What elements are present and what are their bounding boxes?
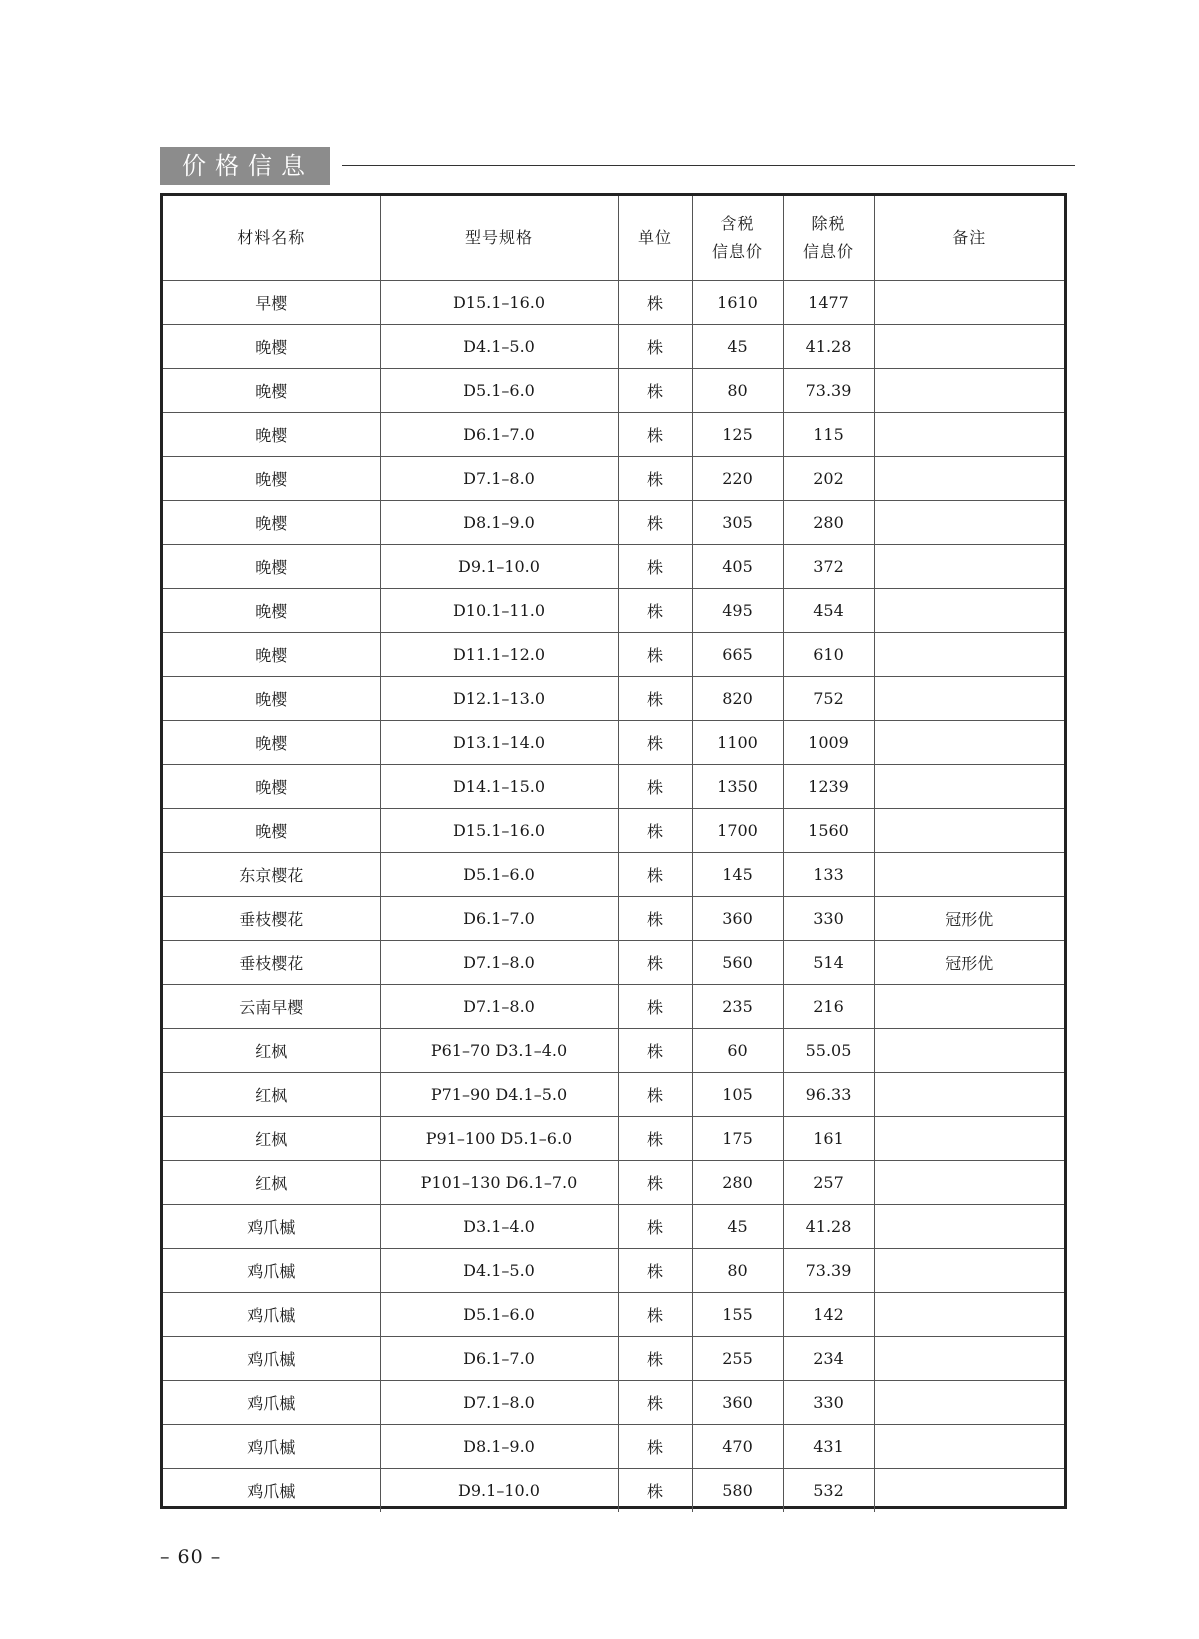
cell-price-without-tax: 234 [783, 1337, 874, 1381]
cell-price-with-tax: 1350 [692, 765, 783, 809]
cell-unit: 株 [618, 985, 692, 1029]
cell-material-name: 晚樱 [163, 413, 380, 457]
cell-material-name: 晚樱 [163, 589, 380, 633]
cell-price-with-tax: 820 [692, 677, 783, 721]
cell-remark [874, 853, 1064, 897]
cell-remark [874, 809, 1064, 853]
cell-price-with-tax: 580 [692, 1469, 783, 1513]
cell-spec: D6.1–7.0 [380, 413, 618, 457]
table-row [163, 853, 1064, 897]
cell-price-without-tax: 1009 [783, 721, 874, 765]
cell-remark [874, 1425, 1064, 1469]
table-row [163, 1029, 1064, 1073]
cell-price-without-tax: 280 [783, 501, 874, 545]
cell-remark [874, 589, 1064, 633]
cell-remark [874, 1029, 1064, 1073]
table-row [163, 501, 1064, 545]
cell-unit: 株 [618, 545, 692, 589]
cell-price-with-tax: 1610 [692, 281, 783, 325]
cell-material-name: 晚樱 [163, 765, 380, 809]
cell-material-name: 晚樱 [163, 721, 380, 765]
cell-price-without-tax: 330 [783, 897, 874, 941]
cell-spec: D15.1–16.0 [380, 809, 618, 853]
cell-remark [874, 281, 1064, 325]
cell-price-with-tax: 175 [692, 1117, 783, 1161]
table-row [163, 721, 1064, 765]
table-body [163, 281, 1064, 1513]
cell-price-without-tax: 1477 [783, 281, 874, 325]
cell-price-without-tax: 610 [783, 633, 874, 677]
header-spec: 型号规格 [380, 196, 618, 281]
cell-remark [874, 545, 1064, 589]
cell-unit: 株 [618, 369, 692, 413]
cell-material-name: 晚樱 [163, 809, 380, 853]
cell-unit: 株 [618, 897, 692, 941]
cell-price-with-tax: 405 [692, 545, 783, 589]
cell-spec: D9.1–10.0 [380, 1469, 618, 1513]
section-divider [342, 165, 1075, 166]
cell-remark [874, 501, 1064, 545]
table-row [163, 765, 1064, 809]
header-price-with-tax [692, 196, 783, 281]
cell-material-name: 红枫 [163, 1073, 380, 1117]
cell-price-with-tax: 235 [692, 985, 783, 1029]
cell-unit: 株 [618, 457, 692, 501]
table-row [163, 1161, 1064, 1205]
cell-spec: D7.1–8.0 [380, 457, 618, 501]
cell-unit: 株 [618, 941, 692, 985]
table-row [163, 1337, 1064, 1381]
cell-remark [874, 1337, 1064, 1381]
header-price-with-tax-line1: 含税 [720, 214, 755, 233]
cell-material-name: 鸡爪槭 [163, 1337, 380, 1381]
cell-spec: D14.1–15.0 [380, 765, 618, 809]
cell-material-name: 晚樱 [163, 457, 380, 501]
header-price-without-tax-line1: 除税 [811, 214, 846, 233]
cell-price-without-tax: 41.28 [783, 325, 874, 369]
cell-spec: D7.1–8.0 [380, 1381, 618, 1425]
cell-remark [874, 413, 1064, 457]
cell-remark [874, 1249, 1064, 1293]
cell-material-name: 垂枝樱花 [163, 941, 380, 985]
cell-price-without-tax: 55.05 [783, 1029, 874, 1073]
table-row [163, 589, 1064, 633]
table-row [163, 1117, 1064, 1161]
cell-spec: P61–70 D3.1–4.0 [380, 1029, 618, 1073]
cell-spec: D8.1–9.0 [380, 501, 618, 545]
cell-price-without-tax: 1239 [783, 765, 874, 809]
cell-price-with-tax: 105 [692, 1073, 783, 1117]
cell-price-with-tax: 145 [692, 853, 783, 897]
cell-spec: P91–100 D5.1–6.0 [380, 1117, 618, 1161]
cell-remark [874, 1469, 1064, 1513]
header-material-name: 材料名称 [163, 196, 380, 281]
cell-price-without-tax: 1560 [783, 809, 874, 853]
cell-remark [874, 369, 1064, 413]
cell-unit: 株 [618, 413, 692, 457]
cell-material-name: 晚樱 [163, 501, 380, 545]
cell-spec: D5.1–6.0 [380, 853, 618, 897]
table-row [163, 281, 1064, 325]
cell-price-without-tax: 73.39 [783, 369, 874, 413]
cell-price-with-tax: 560 [692, 941, 783, 985]
cell-material-name: 红枫 [163, 1161, 380, 1205]
cell-spec: D5.1–6.0 [380, 369, 618, 413]
cell-unit: 株 [618, 589, 692, 633]
header-price-with-tax-line2: 信息价 [711, 242, 763, 261]
cell-remark [874, 1205, 1064, 1249]
section-title: 价格信息 [160, 147, 330, 185]
cell-material-name: 晚樱 [163, 369, 380, 413]
cell-price-with-tax: 495 [692, 589, 783, 633]
table-row [163, 1425, 1064, 1469]
table-row [163, 1073, 1064, 1117]
price-table [163, 196, 1064, 1512]
cell-remark [874, 1381, 1064, 1425]
cell-price-with-tax: 1100 [692, 721, 783, 765]
cell-price-without-tax: 202 [783, 457, 874, 501]
cell-unit: 株 [618, 501, 692, 545]
cell-price-with-tax: 45 [692, 325, 783, 369]
cell-unit: 株 [618, 325, 692, 369]
cell-unit: 株 [618, 1425, 692, 1469]
cell-spec: D3.1–4.0 [380, 1205, 618, 1249]
cell-price-without-tax: 161 [783, 1117, 874, 1161]
cell-remark: 冠形优 [874, 897, 1064, 941]
table-row [163, 633, 1064, 677]
cell-spec: P101–130 D6.1–7.0 [380, 1161, 618, 1205]
cell-price-with-tax: 360 [692, 897, 783, 941]
cell-unit: 株 [618, 721, 692, 765]
cell-material-name: 早樱 [163, 281, 380, 325]
cell-unit: 株 [618, 281, 692, 325]
cell-remark [874, 325, 1064, 369]
cell-unit: 株 [618, 677, 692, 721]
cell-price-without-tax: 431 [783, 1425, 874, 1469]
cell-price-without-tax: 514 [783, 941, 874, 985]
table-row [163, 1205, 1064, 1249]
section-header [160, 147, 1075, 185]
cell-material-name: 鸡爪槭 [163, 1381, 380, 1425]
table-row [163, 1469, 1064, 1513]
cell-spec: D13.1–14.0 [380, 721, 618, 765]
cell-remark [874, 721, 1064, 765]
cell-material-name: 红枫 [163, 1029, 380, 1073]
cell-spec: D4.1–5.0 [380, 1249, 618, 1293]
cell-price-without-tax: 115 [783, 413, 874, 457]
cell-price-without-tax: 133 [783, 853, 874, 897]
cell-unit: 株 [618, 1381, 692, 1425]
header-remark: 备注 [874, 196, 1064, 281]
table-row [163, 985, 1064, 1029]
table-row [163, 941, 1064, 985]
cell-price-without-tax: 257 [783, 1161, 874, 1205]
header-unit: 单位 [618, 196, 692, 281]
cell-unit: 株 [618, 1073, 692, 1117]
cell-spec: D10.1–11.0 [380, 589, 618, 633]
cell-remark [874, 1073, 1064, 1117]
cell-spec: D7.1–8.0 [380, 941, 618, 985]
header-price-without-tax-line2: 信息价 [802, 242, 854, 261]
table-row [163, 413, 1064, 457]
cell-price-with-tax: 155 [692, 1293, 783, 1337]
cell-unit: 株 [618, 1029, 692, 1073]
cell-price-with-tax: 665 [692, 633, 783, 677]
cell-price-with-tax: 60 [692, 1029, 783, 1073]
cell-spec: P71–90 D4.1–5.0 [380, 1073, 618, 1117]
cell-price-without-tax: 454 [783, 589, 874, 633]
cell-price-with-tax: 1700 [692, 809, 783, 853]
cell-price-without-tax: 96.33 [783, 1073, 874, 1117]
cell-remark [874, 1117, 1064, 1161]
cell-material-name: 鸡爪槭 [163, 1293, 380, 1337]
table-row [163, 457, 1064, 501]
cell-spec: D4.1–5.0 [380, 325, 618, 369]
cell-remark [874, 457, 1064, 501]
cell-spec: D6.1–7.0 [380, 897, 618, 941]
cell-material-name: 云南早樱 [163, 985, 380, 1029]
table-row [163, 1381, 1064, 1425]
cell-material-name: 东京樱花 [163, 853, 380, 897]
cell-unit: 株 [618, 1161, 692, 1205]
cell-material-name: 垂枝樱花 [163, 897, 380, 941]
cell-price-with-tax: 280 [692, 1161, 783, 1205]
cell-spec: D6.1–7.0 [380, 1337, 618, 1381]
cell-unit: 株 [618, 633, 692, 677]
cell-price-with-tax: 360 [692, 1381, 783, 1425]
table-row [163, 1293, 1064, 1337]
cell-unit: 株 [618, 1117, 692, 1161]
cell-material-name: 晚樱 [163, 677, 380, 721]
cell-material-name: 晚樱 [163, 545, 380, 589]
cell-spec: D7.1–8.0 [380, 985, 618, 1029]
table-row [163, 1249, 1064, 1293]
table-row [163, 809, 1064, 853]
cell-price-with-tax: 80 [692, 1249, 783, 1293]
cell-spec: D5.1–6.0 [380, 1293, 618, 1337]
cell-remark [874, 677, 1064, 721]
cell-unit: 株 [618, 1293, 692, 1337]
cell-remark [874, 633, 1064, 677]
cell-price-with-tax: 80 [692, 369, 783, 413]
cell-unit: 株 [618, 1205, 692, 1249]
table-row [163, 325, 1064, 369]
cell-price-without-tax: 372 [783, 545, 874, 589]
price-table-frame [160, 193, 1067, 1509]
cell-spec: D11.1–12.0 [380, 633, 618, 677]
table-row [163, 897, 1064, 941]
cell-price-without-tax: 752 [783, 677, 874, 721]
table-header-row [163, 196, 1064, 281]
cell-price-with-tax: 125 [692, 413, 783, 457]
cell-price-without-tax: 330 [783, 1381, 874, 1425]
table-row [163, 369, 1064, 413]
cell-remark [874, 765, 1064, 809]
cell-unit: 株 [618, 1469, 692, 1513]
cell-price-with-tax: 220 [692, 457, 783, 501]
cell-price-with-tax: 470 [692, 1425, 783, 1469]
cell-price-with-tax: 255 [692, 1337, 783, 1381]
cell-material-name: 红枫 [163, 1117, 380, 1161]
cell-material-name: 鸡爪槭 [163, 1205, 380, 1249]
cell-price-without-tax: 41.28 [783, 1205, 874, 1249]
header-price-without-tax [783, 196, 874, 281]
cell-price-with-tax: 45 [692, 1205, 783, 1249]
cell-material-name: 鸡爪槭 [163, 1425, 380, 1469]
cell-remark [874, 1161, 1064, 1205]
cell-material-name: 鸡爪槭 [163, 1249, 380, 1293]
cell-material-name: 鸡爪槭 [163, 1469, 380, 1513]
cell-unit: 株 [618, 853, 692, 897]
cell-price-without-tax: 73.39 [783, 1249, 874, 1293]
cell-unit: 株 [618, 1337, 692, 1381]
cell-spec: D12.1–13.0 [380, 677, 618, 721]
cell-spec: D9.1–10.0 [380, 545, 618, 589]
cell-price-without-tax: 216 [783, 985, 874, 1029]
cell-spec: D15.1–16.0 [380, 281, 618, 325]
cell-price-without-tax: 532 [783, 1469, 874, 1513]
cell-spec: D8.1–9.0 [380, 1425, 618, 1469]
cell-remark [874, 985, 1064, 1029]
cell-remark [874, 1293, 1064, 1337]
cell-material-name: 晚樱 [163, 325, 380, 369]
cell-price-with-tax: 305 [692, 501, 783, 545]
cell-unit: 株 [618, 809, 692, 853]
cell-material-name: 晚樱 [163, 633, 380, 677]
cell-price-without-tax: 142 [783, 1293, 874, 1337]
table-row [163, 677, 1064, 721]
page-number: – 60 – [160, 1546, 222, 1568]
table-row [163, 545, 1064, 589]
cell-unit: 株 [618, 765, 692, 809]
cell-remark: 冠形优 [874, 941, 1064, 985]
cell-unit: 株 [618, 1249, 692, 1293]
